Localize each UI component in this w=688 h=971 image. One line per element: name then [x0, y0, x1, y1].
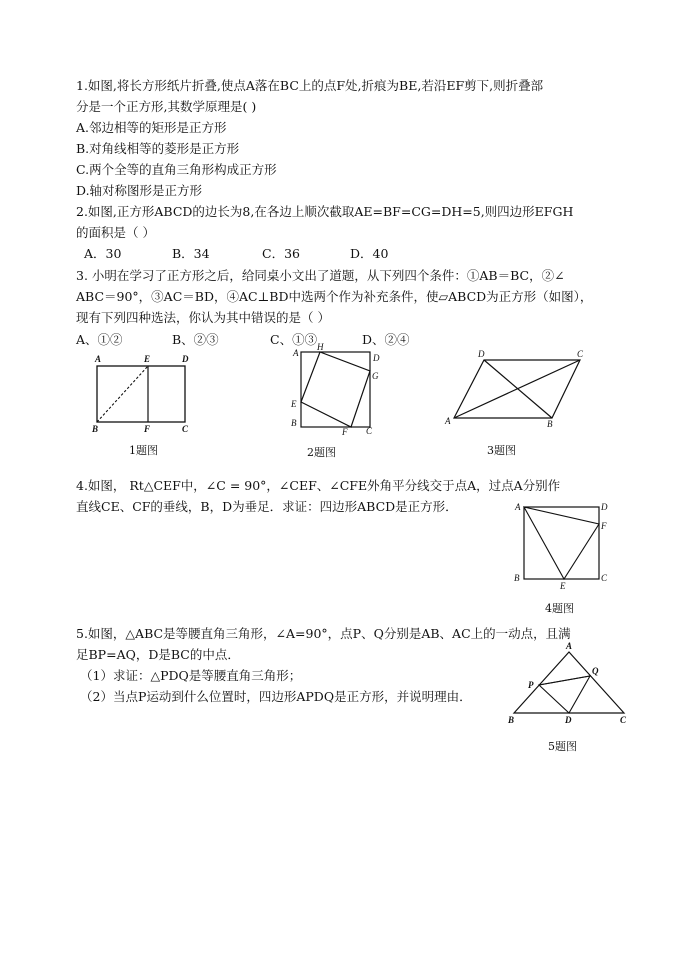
fig5-label-q: Q: [592, 666, 599, 676]
fig5-label-a: A: [566, 641, 573, 651]
fig5-label-d: D: [565, 715, 572, 725]
fig2-label-g: G: [372, 371, 379, 381]
q2-line-2: 的面积是（ ）: [76, 225, 155, 240]
q3-line-3: 现有下列四种选法，你认为其中错误的是（ ）: [76, 310, 330, 325]
fig3-label-b: B: [547, 419, 553, 429]
q1-option-c: C.两个全等的直角三角形构成正方形: [76, 162, 277, 177]
fig1-label-a: A: [95, 354, 102, 364]
fig4-square: [524, 507, 599, 579]
fig3-label-c: C: [577, 349, 584, 359]
q5-line-1: 5.如图，△ABC是等腰直角三角形，∠A=90°，点P、Q分别是AB、AC上的一动点，且满: [76, 626, 571, 641]
fig3-diagonal-bd: [484, 360, 552, 418]
fig2-label-h: H: [317, 342, 324, 352]
fig3-label-d: D: [478, 349, 485, 359]
q3-line-1: 3. 小明在学习了正方形之后，给同桌小文出了道题，从下列四个条件：①AB＝BC，②∠: [76, 268, 565, 283]
q1-option-a: A.邻边相等的矩形是正方形: [76, 120, 227, 135]
fig4-label-e: E: [560, 581, 566, 591]
fig4-label-c: C: [601, 573, 608, 583]
fig2-label-a: A: [293, 348, 299, 358]
fig4-triangle-aef: [524, 507, 599, 579]
q1-option-b: B.对角线相等的菱形是正方形: [76, 141, 240, 156]
fig5-label-b: B: [508, 715, 515, 725]
fig2-label-f: F: [342, 427, 348, 437]
figure-2: [288, 344, 388, 436]
fig4-label-f: F: [601, 521, 607, 531]
q5-part-2: （2）当点P运动到什么位置时，四边形APDQ是正方形，并说明理由．: [80, 689, 472, 704]
fig3-caption: 3题图: [487, 444, 516, 457]
fig1-label-d: D: [182, 354, 189, 364]
figure-1: [85, 352, 200, 432]
fig4-caption: 4题图: [545, 602, 574, 615]
q1-line-1: 1.如图,将长方形纸片折叠,使点A落在BC上的点F处,折痕为BE,若沿EF剪下,则折叠部: [76, 78, 544, 93]
q1-line-2: 分是一个正方形,其数学原理是( ): [76, 99, 257, 114]
fig2-label-b: B: [291, 418, 297, 428]
figure-4: [512, 500, 612, 590]
fig2-label-d: D: [373, 353, 380, 363]
fig1-fold-be: [97, 366, 148, 422]
fig5-triangle-pdq: [539, 676, 590, 713]
fig1-label-e: E: [144, 354, 151, 364]
q1-option-d: D.轴对称图形是正方形: [76, 183, 203, 198]
fig2-square: [301, 352, 370, 427]
fig2-inner-quadrilateral: [301, 352, 370, 427]
q5-part-1: （1）求证：△PDQ是等腰直角三角形；: [80, 668, 302, 683]
q3-option-c: C、①③: [270, 332, 318, 347]
q3-line-2: ABC＝90°，③AC＝BD，④AC⊥BD中选两个作为补充条件，使▱ABCD为正方形（如图），: [76, 289, 593, 304]
q2-option-b: B．34: [172, 246, 210, 261]
fig3-diagonal-ac: [454, 360, 580, 418]
figure-5: [500, 640, 640, 730]
q4-line-1: 4.如图， Rt△CEF中，∠C = 90°，∠CEF、∠CFE外角平分线交于点A，过点A分别作: [76, 478, 561, 493]
fig2-label-c: C: [366, 426, 373, 436]
q2-option-a: A．30: [84, 246, 122, 261]
q2-line-1: 2.如图,正方形ABCD的边长为8,在各边上顺次截取AE=BF=CG=DH=5,则四边形EFGH: [76, 204, 574, 219]
q5-line-2: 足BP=AQ，D是BC的中点．: [76, 647, 240, 662]
q2-option-c: C．36: [262, 246, 300, 261]
fig5-label-p: P: [528, 680, 534, 690]
q3-option-a: A、①②: [76, 332, 123, 347]
fig1-caption: 1题图: [129, 444, 158, 457]
q4-line-2: 直线CE、CF的垂线，B，D为垂足．求证：四边形ABCD是正方形．: [76, 499, 458, 514]
fig2-caption: 2题图: [307, 446, 336, 459]
fig2-label-e: E: [291, 399, 297, 409]
q3-option-d: D、②④: [362, 332, 410, 347]
figure-3: [440, 350, 595, 432]
q2-option-d: D．40: [350, 246, 389, 261]
fig1-label-b: B: [92, 424, 99, 434]
fig1-label-c: C: [182, 424, 189, 434]
fig4-label-b: B: [514, 573, 520, 583]
q3-option-b: B、②③: [172, 332, 219, 347]
fig1-label-f: F: [144, 424, 151, 434]
fig3-label-a: A: [445, 416, 451, 426]
fig4-label-a: A: [515, 502, 521, 512]
fig4-label-d: D: [601, 502, 608, 512]
fig5-label-c: C: [620, 715, 627, 725]
fig5-caption: 5题图: [548, 740, 577, 753]
